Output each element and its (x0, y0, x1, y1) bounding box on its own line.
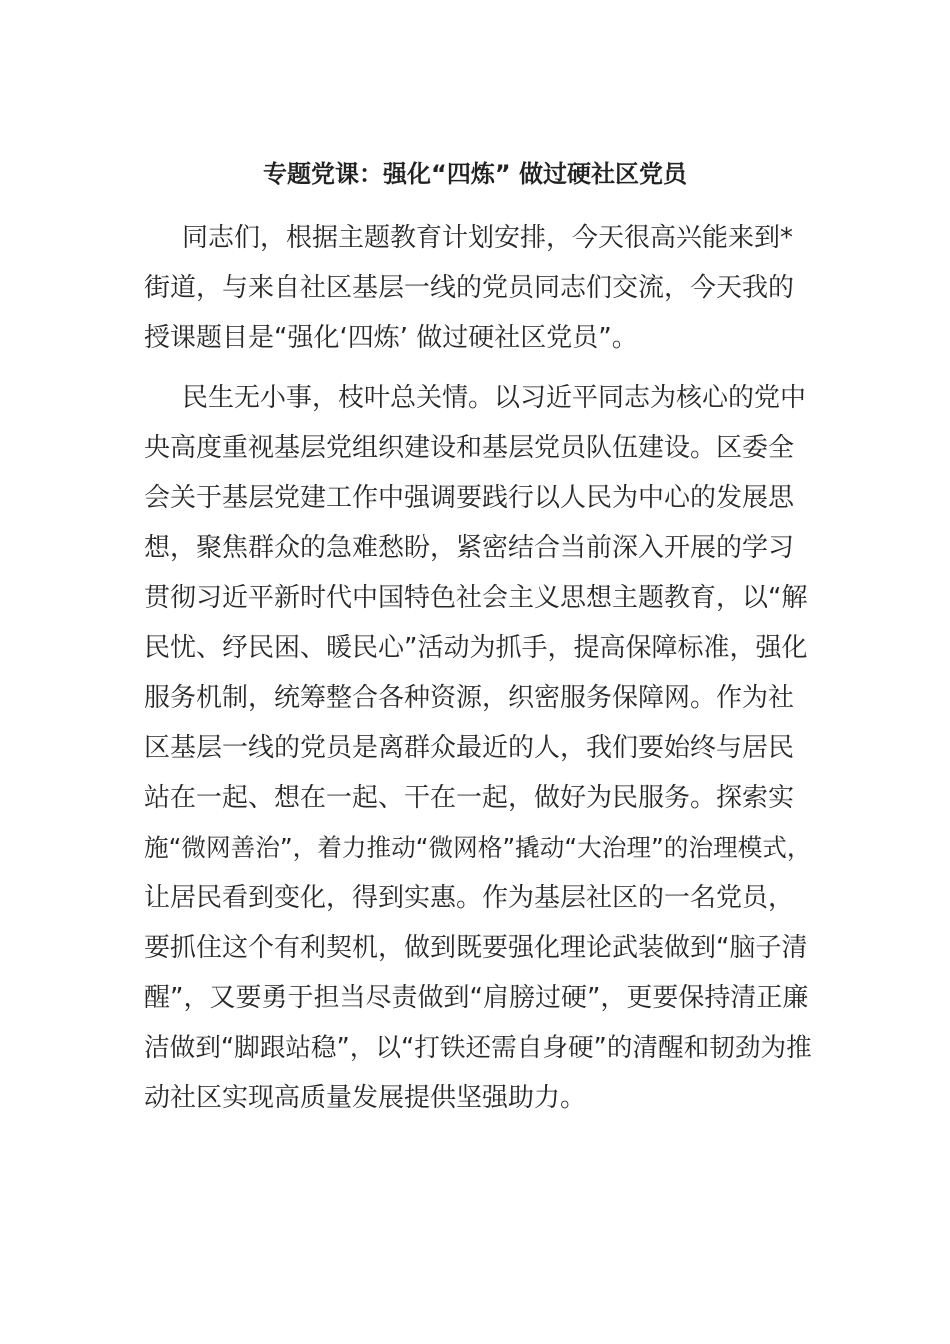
paragraph-line: 授课题目是“强化‘四炼’ 做过硬社区党员”。 (144, 323, 638, 353)
paragraph-line: 同志们，根据主题教育计划安排，今天很高兴能来到* (182, 223, 794, 253)
paragraph-line: 贯彻习近平新时代中国特色社会主义思想主题教育，以“解 (144, 583, 808, 613)
document-title: 专题党课：强化“四炼” 做过硬社区党员 (263, 160, 687, 188)
paragraph-line: 街道，与来自社区基层一线的党员同志们交流，今天我的 (144, 273, 795, 303)
paragraph-intro (144, 213, 812, 363)
paragraph-line: 会关于基层党建工作中强调要践行以人民为中心的发展思 (144, 483, 795, 513)
paragraph-line: 民生无小事，枝叶总关情。以习近平同志为核心的党中 (182, 383, 807, 413)
paragraph-line: 站在一起、想在一起、干在一起，做好为民服务。探索实 (144, 783, 795, 813)
paragraph-line: 区基层一线的党员是离群众最近的人，我们要始终与居民 (144, 733, 795, 763)
paragraph-line: 想，聚焦群众的急难愁盼，紧密结合当前深入开展的学习 (144, 533, 795, 563)
paragraph-line: 服务机制，统筹整合各种资源，织密服务保障网。作为社 (144, 683, 795, 713)
paragraph-line: 央高度重视基层党组织建设和基层党员队伍建设。区委全 (144, 433, 795, 463)
paragraph-body (144, 373, 812, 1123)
paragraph-line: 施“微网善治”，着力推动“微网格”撬动“大治理”的治理模式， (144, 833, 812, 862)
paragraph-line: 民忧、纾民困、暖民心”活动为抓手，提高保障标准，强化 (144, 633, 808, 663)
paragraph-line: 动社区实现高质量发展提供坚强助力。 (144, 1083, 587, 1113)
paragraph-line: 让居民看到变化，得到实惠。作为基层社区的一名党员， (144, 883, 795, 913)
paragraph-line: 洁做到“脚跟站稳”，以“打铁还需自身硬”的清醒和韧劲为推 (144, 1033, 812, 1063)
paragraph-line: 醒”，又要勇于担当尽责做到“肩膀过硬”，更要保持清正廉 (144, 983, 809, 1013)
paragraph-line: 要抓住这个有利契机，做到既要强化理论武装做到“脑子清 (144, 933, 808, 963)
